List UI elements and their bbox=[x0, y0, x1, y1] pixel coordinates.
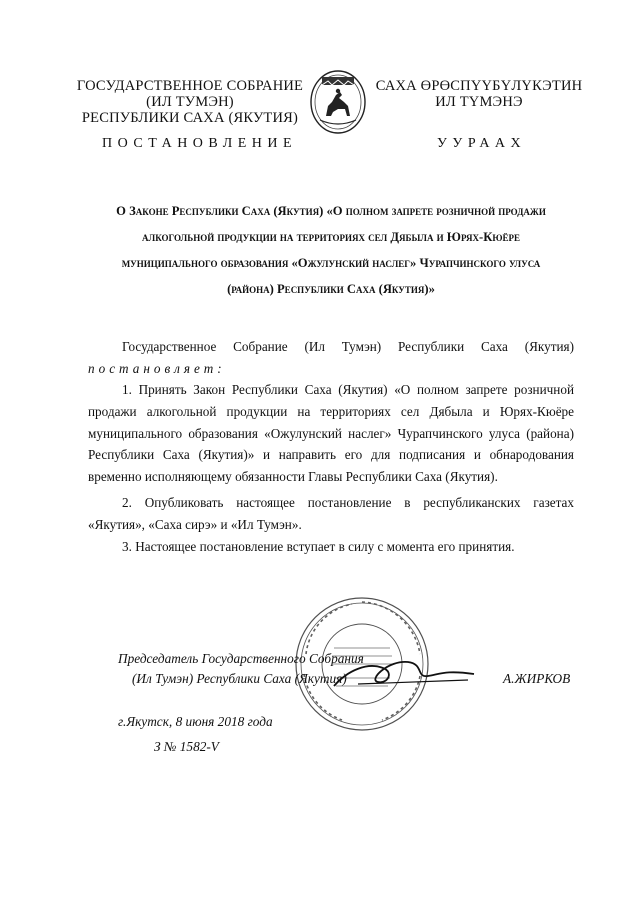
subject-line-2: алкогольной продукции на территориях сел Дябыла и Юрях-Кюёре bbox=[141, 230, 520, 244]
subject-line-1: О Законе Республики Саха (Якутия) «О полном запрете розничной продажи bbox=[116, 204, 546, 218]
signatory-name: А.ЖИРКОВ bbox=[503, 671, 571, 686]
doc-type-sah: УУРААХ bbox=[437, 136, 527, 151]
document-number: З № 1582-V bbox=[154, 739, 219, 754]
header-left-line-3: РЕСПУБЛИКИ САХА (ЯКУТИЯ) bbox=[81, 110, 299, 126]
header-left bbox=[64, 78, 316, 126]
item-1: 1. Принять Закон Республики Саха (Якутия) «О полном запрете розничной продажи алкогольной продукции на территориях сел Дябыла и Юрях-Кюёре муниципального образования «Ожулунский наслег» Чурапчинского улуса (района) Республики Саха (Якутия)» и направить его для подписания и обнародования временно исполняющему обязанности Главы Республики Саха (Якутия). bbox=[88, 382, 574, 485]
header-right-line-2: ИЛ ТҮМЭНЭ bbox=[435, 94, 523, 110]
doc-type-ru: ПОСТАНОВЛЕНИЕ bbox=[102, 136, 298, 151]
resolves-word: постановляет: bbox=[88, 361, 226, 376]
signatory-title-line-2: (Ил Тумэн) Республики Саха (Якутия) bbox=[132, 671, 347, 686]
emblem-svg bbox=[308, 68, 368, 136]
handwritten-signature bbox=[328, 640, 478, 700]
preamble: Государственное Собрание (Ил Тумэн) Республики Саха (Якутия) bbox=[122, 339, 574, 354]
document-subject bbox=[88, 198, 574, 302]
coat-of-arms-icon bbox=[308, 68, 368, 136]
signatory-title-line-1: Председатель Государственного Собрания bbox=[118, 651, 364, 666]
header-left-line-1: ГОСУДАРСТВЕННОЕ СОБРАНИЕ bbox=[76, 78, 304, 94]
item-2: 2. Опубликовать настоящее постановление в республиканских газетах «Якутия», «Саха сирэ» и «Ил Тумэн». bbox=[88, 495, 574, 532]
signature-svg bbox=[328, 640, 478, 700]
header-right-line-1: САХА ӨРӨСПҮҮБҮЛҮКЭТИН bbox=[375, 78, 583, 94]
subject-line-3: муниципального образования «Ожулунский наслег» Чурапчинского улуса bbox=[121, 256, 541, 270]
subject-line-4: (района) Республики Саха (Якутия)» bbox=[227, 282, 435, 296]
place-and-date: г.Якутск, 8 июня 2018 года bbox=[118, 714, 273, 729]
item-3: 3. Настоящее постановление вступает в силу с момента его принятия. bbox=[122, 539, 515, 554]
header-right bbox=[374, 78, 584, 110]
header-left-line-2: (ИЛ ТУМЭН) bbox=[146, 94, 234, 110]
